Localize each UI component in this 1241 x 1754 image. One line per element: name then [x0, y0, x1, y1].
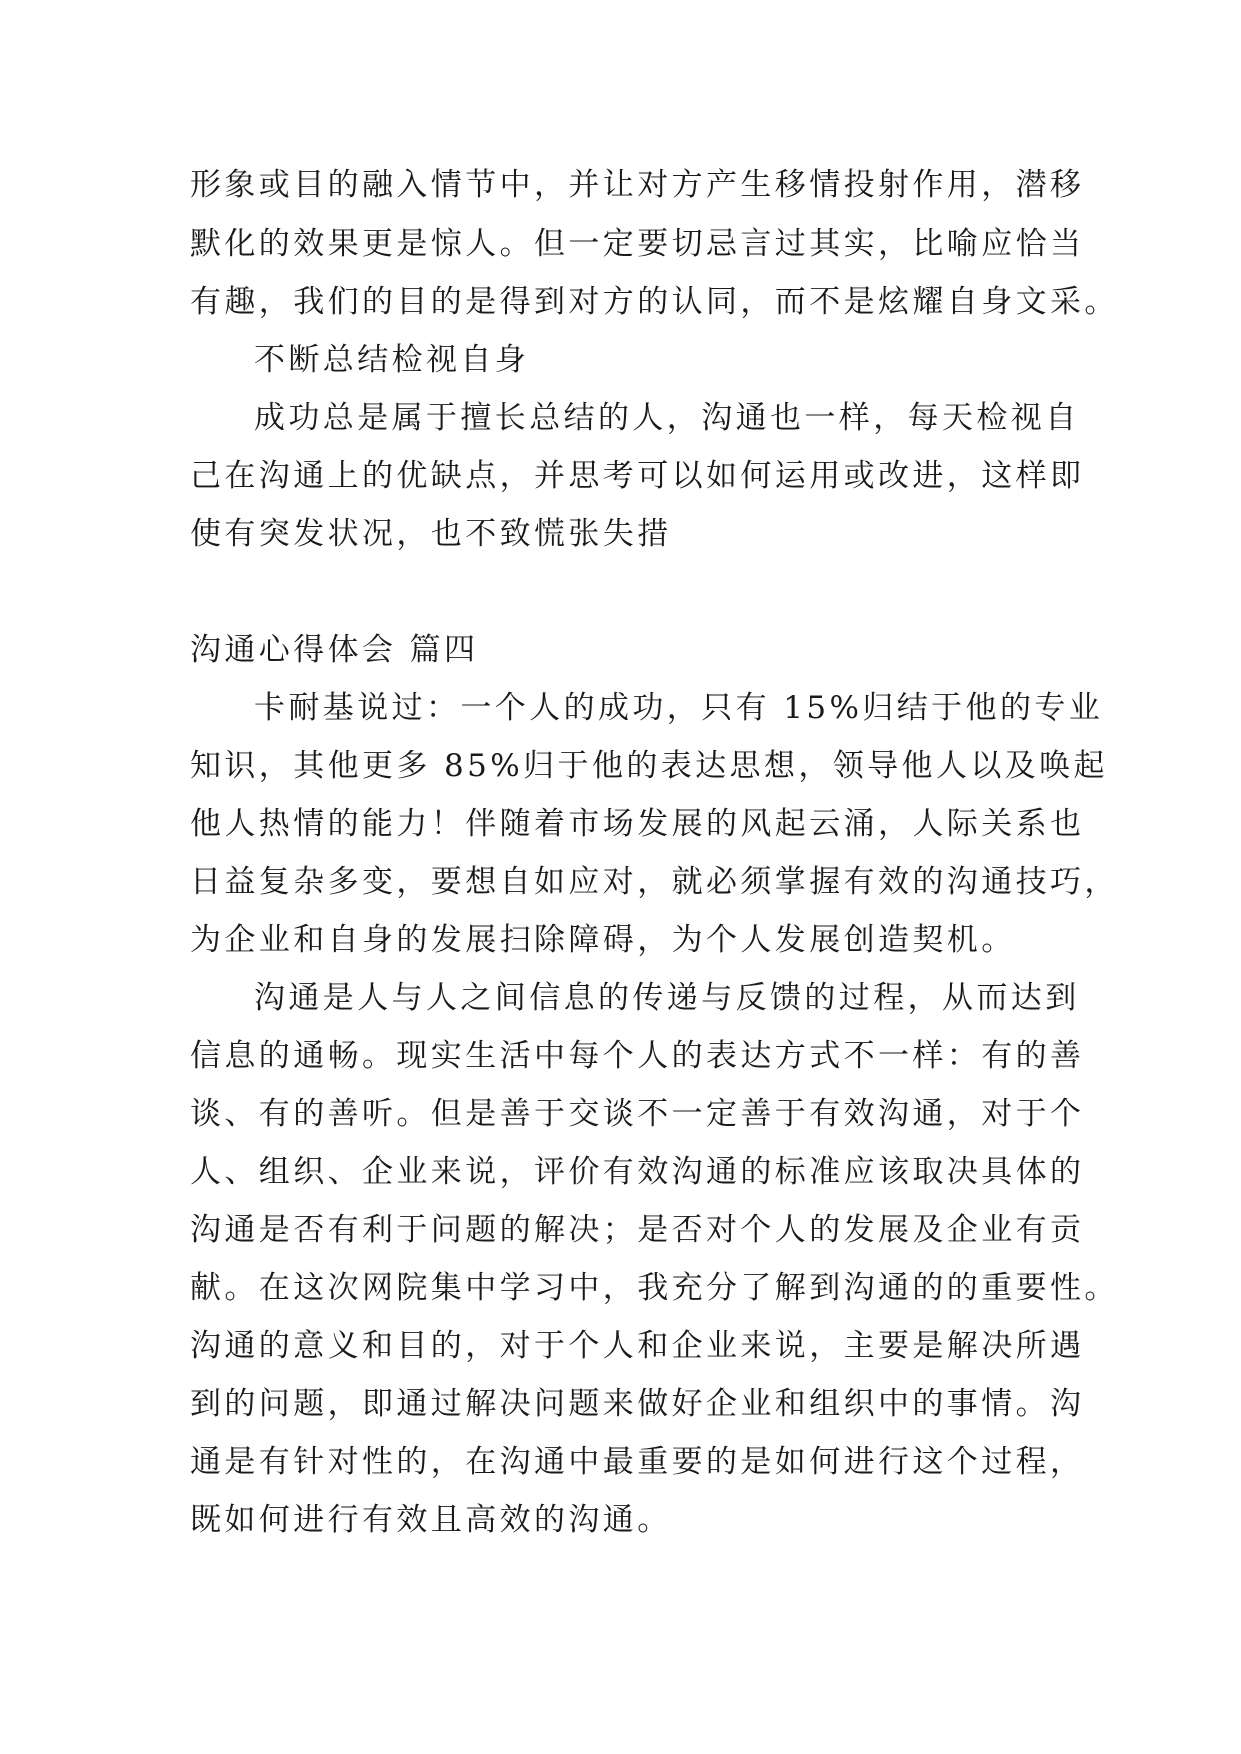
- text-line: 既如何进行有效且高效的沟通。: [190, 1502, 672, 1538]
- text-line: 通是有针对性的，在沟通中最重要的是如何进行这个过程，: [190, 1444, 1085, 1480]
- text-line: 献。在这次网院集中学习中，我充分了解到沟通的的重要性。: [190, 1270, 1119, 1306]
- section-subheading: 不断总结检视自身: [254, 342, 530, 378]
- text-line: 信息的通畅。现实生活中每个人的表达方式不一样：有的善: [190, 1038, 1085, 1074]
- text-line: 他人热情的能力！伴随着市场发展的风起云涌，人际关系也: [190, 806, 1085, 842]
- text-line: 卡耐基说过：一个人的成功，只有 15%归结于他的专业: [254, 690, 1104, 726]
- section-heading: 沟通心得体会 篇四: [190, 632, 479, 668]
- text-line: 沟通的意义和目的，对于个人和企业来说，主要是解决所遇: [190, 1328, 1085, 1364]
- text-line: 人、组织、企业来说，评价有效沟通的标准应该取决具体的: [190, 1154, 1085, 1190]
- text-line: 使有突发状况，也不致慌张失措: [190, 516, 672, 552]
- text-line: 默化的效果更是惊人。但一定要切忌言过其实，比喻应恰当: [190, 226, 1085, 262]
- text-line: 到的问题，即通过解决问题来做好企业和组织中的事情。沟: [190, 1386, 1085, 1422]
- text-line: 知识，其他更多 85%归于他的表达思想，领导他人以及唤起: [190, 748, 1108, 784]
- text-line: 日益复杂多变，要想自如应对，就必须掌握有效的沟通技巧，: [190, 864, 1119, 900]
- text-line: 有趣，我们的目的是得到对方的认同，而不是炫耀自身文采。: [190, 284, 1119, 320]
- text-line: 成功总是属于擅长总结的人，沟通也一样，每天检视自: [254, 400, 1080, 436]
- text-line: 沟通是人与人之间信息的传递与反馈的过程，从而达到: [254, 980, 1080, 1016]
- text-line: 为企业和自身的发展扫除障碍，为个人发展创造契机。: [190, 922, 1016, 958]
- text-line: 己在沟通上的优缺点，并思考可以如何运用或改进，这样即: [190, 458, 1085, 494]
- text-line: 谈、有的善听。但是善于交谈不一定善于有效沟通，对于个: [190, 1096, 1085, 1132]
- text-line: 沟通是否有利于问题的解决；是否对个人的发展及企业有贡: [190, 1212, 1085, 1248]
- text-line: 形象或目的融入情节中，并让对方产生移情投射作用，潜移: [190, 167, 1085, 203]
